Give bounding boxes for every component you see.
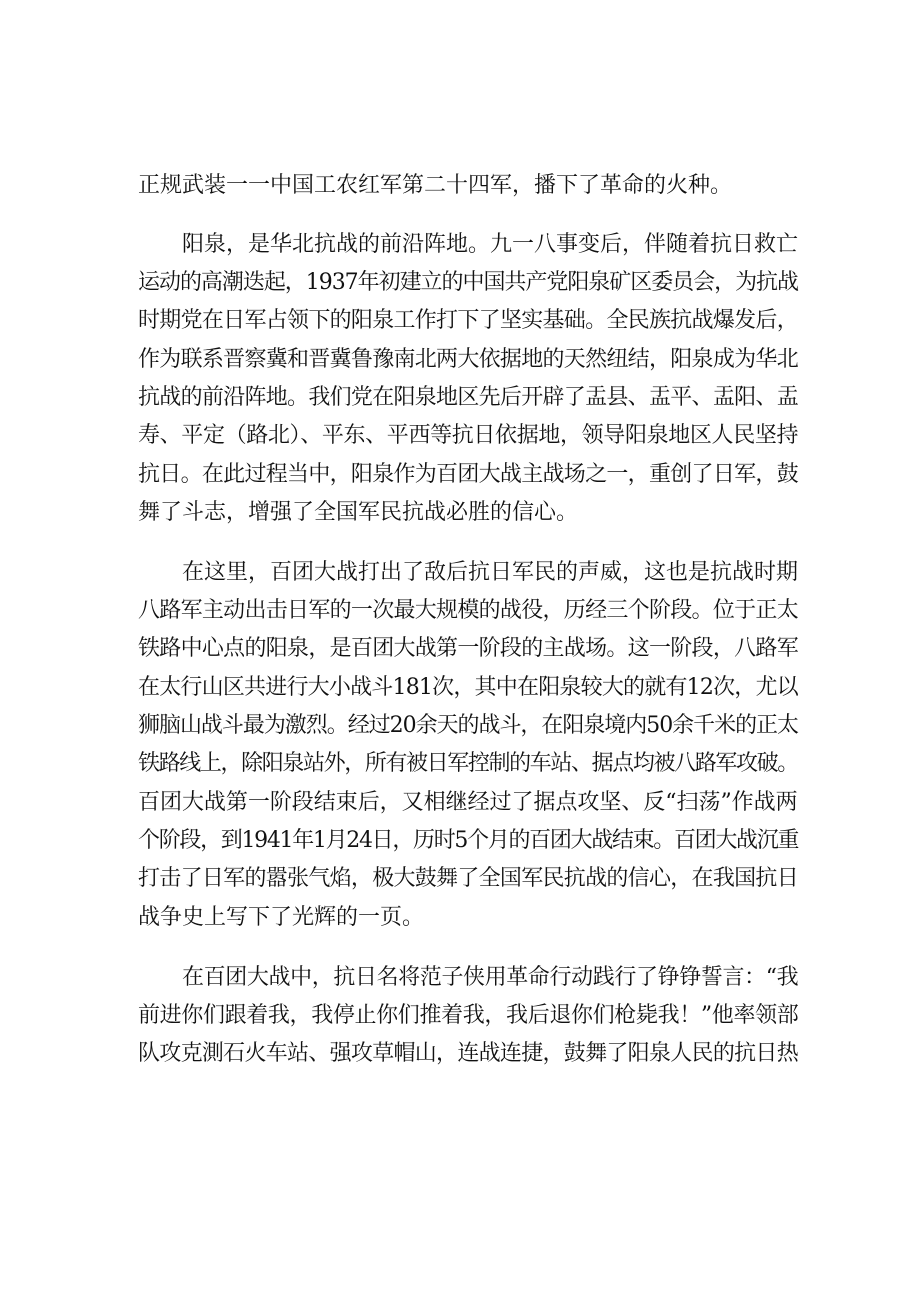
paragraph-3-line-10: 战争史上写下了光辉的一页。 [138,905,425,930]
paragraph-1-line-1: 正规武装一一中国工农红军第二十四军，播下了革命的火种。 [138,173,733,198]
paragraph-2-line-1: 阳泉，是华北抗战的前沿阵地。九一八事变后，伴随着抗日救亡 [182,232,799,257]
paragraph-3-line-7: 百团大战第一阶段结束后，又相继经过了据点攻坚、反“扫荡”作战两 [138,790,798,815]
paragraph-3-line-6: 铁路线上，除阳泉站外，所有被日军控制的车站、据点均被八路军攻破。 [138,751,798,776]
paragraph-3-line-2: 八路军主动出击日军的一次最大规模的战役，历经三个阶段。位于正太 [138,598,798,623]
paragraph-3-line-1: 在这里，百团大战打出了敌后抗日军民的声威，这也是抗战时期 [182,560,799,585]
paragraph-2-line-6: 寿、平定（路北）、平东、平西等抗日依据地，领导阳泉地区人民坚持 [138,423,799,448]
paragraph-3-line-9: 打击了日军的嚣张气焰，极大鼓舞了全国军民抗战的信心，在我国抗日 [138,866,798,891]
paragraph-2-line-5: 抗战的前沿阵地。我们党在阳泉地区先后开辟了盂县、盂平、盂阳、盂 [138,385,798,410]
paragraph-3-line-8: 个阶段，到1941年1月24日，历时5个月的百团大战结束。百团大战沉重 [138,828,799,853]
paragraph-4-line-1: 在百团大战中，抗日名将范子侠用革命行动践行了铮铮誓言：“我 [182,965,799,990]
paragraph-2-line-3: 时期党在日军占领下的阳泉工作打下了坚实基础。全民族抗战爆发后， [138,308,798,333]
paragraph-3-line-5: 狮脑山战斗最为激烈。经过20余天的战斗，在阳泉境内50余千米的正太 [138,713,799,738]
paragraph-3-line-3: 铁路中心点的阳泉，是百团大战第一阶段的主战场。这一阶段，八路军 [138,636,798,661]
paragraph-2-line-4: 作为联系晋察冀和晋冀鲁豫南北两大依据地的天然纽结，阳泉成为华北 [138,347,798,372]
paragraph-2-line-7: 抗日。在此过程当中，阳泉作为百团大战主战场之一，重创了日军，鼓 [138,462,798,487]
paragraph-4-line-3: 队攻克測石火车站、强攻草帽山，连战连捷，鼓舞了阳泉人民的抗日热 [138,1041,798,1066]
paragraph-4-line-2: 前进你们跟着我，我停止你们推着我，我后退你们枪毙我！”他率领部 [138,1003,799,1028]
paragraph-2-line-2: 运动的高潮迭起，1937年初建立的中国共产党阳泉矿区委员会，为抗战 [138,270,799,295]
paragraph-3-line-4: 在太行山区共进行大小战斗181次，其中在阳泉较大的就有12次，尤以 [138,675,798,700]
paragraph-2-line-8: 舞了斗志，增强了全国军民抗战必胜的信心。 [138,500,579,525]
